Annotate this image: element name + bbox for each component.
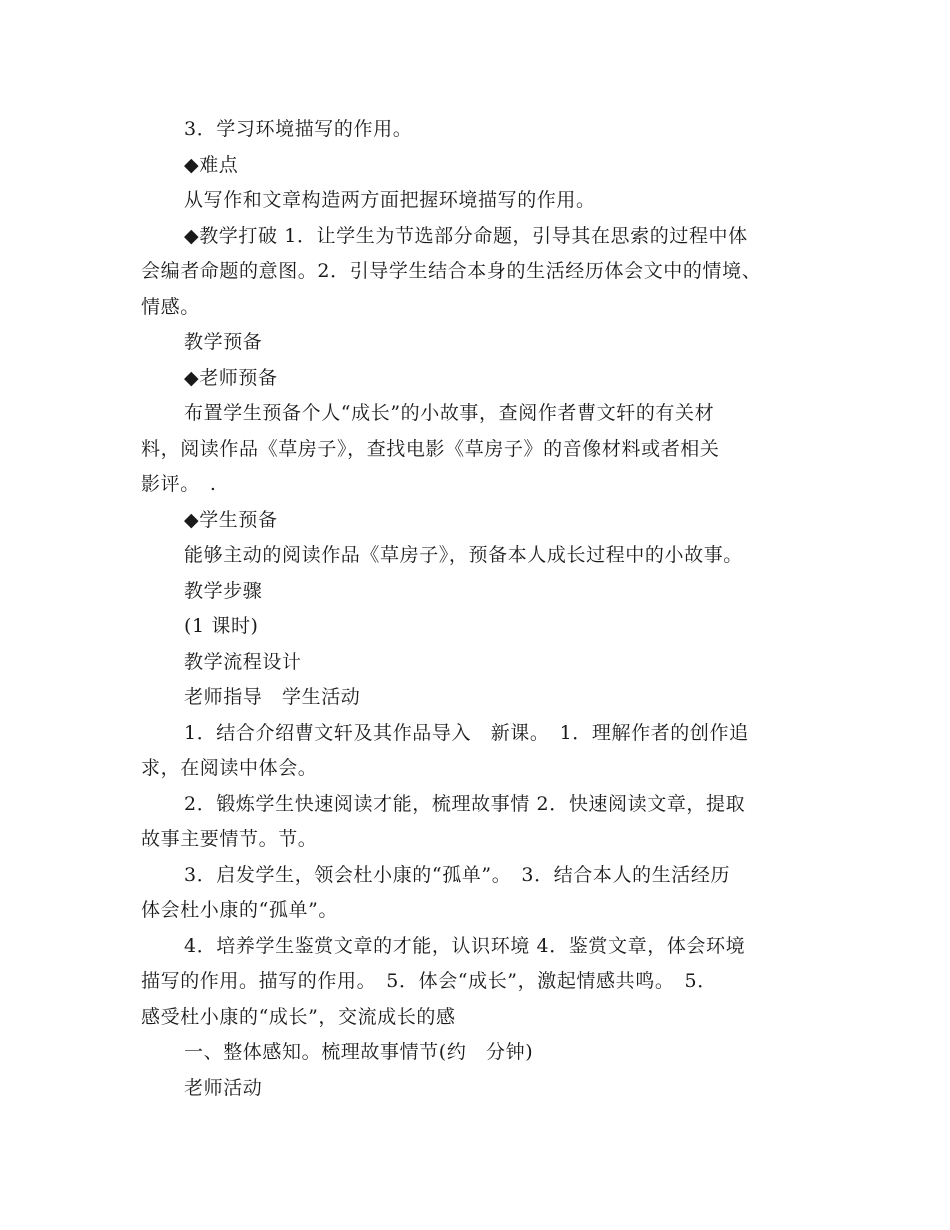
section-heading-teacher-prep: ◆老师预备 [184, 366, 278, 389]
paragraph-line: 老师指导 学生活动 [184, 686, 361, 708]
paragraph-line: 能够主动的阅读作品《草房子》，预备本人成长过程中的小故事。 [184, 544, 743, 566]
section-heading-overview: 一、整体感知。梳理故事情节(约 分钟) [184, 1041, 534, 1063]
paragraph-line: (1 课时) [184, 615, 259, 637]
paragraph-line: 料，阅读作品《草房子》，查找电影《草房子》的音像材料或者相关 [141, 437, 720, 460]
document-body [141, 112, 821, 1106]
paragraph-line: 描写的作用。描写的作用。 5．体会“成长”，激起情感共鸣。 5． [141, 970, 717, 992]
paragraph-line: 从写作和文章构造两方面把握环境描写的作用。 [184, 189, 596, 211]
paragraph-line: 3．启发学生，领会杜小康的“孤单”。 3．结合本人的生活经历 [184, 863, 731, 886]
paragraph-line: ◆教学打破 1．让学生为节选部分命题，引导其在思索的过程中体 [184, 224, 748, 247]
section-heading-student-prep: ◆学生预备 [184, 508, 278, 531]
paragraph-line: 求，在阅读中体会。 [141, 757, 318, 779]
paragraph-line: 3．学习环境描写的作用。 [184, 118, 413, 140]
paragraph-line: 1．结合介绍曹文轩及其作品导入 新课。 1．理解作者的创作追 [184, 721, 749, 744]
section-heading-preparation: 教学预备 [184, 331, 263, 353]
paragraph-line: 布置学生预备个人“成长”的小故事，查阅作者曹文轩的有关材 [184, 402, 715, 424]
paragraph-line: 体会杜小康的“孤单”。 [141, 899, 339, 921]
section-heading-difficulty: ◆难点 [184, 153, 239, 176]
paragraph-line: 感受杜小康的“成长”，交流成长的感 [141, 1005, 456, 1028]
paragraph-line: 4．培养学生鉴赏文章的才能，认识环境 4．鉴赏文章，体会环境 [184, 934, 746, 957]
section-heading-teacher-activity: 老师活动 [184, 1076, 263, 1099]
paragraph-line: 2．锻炼学生快速阅读才能，梳理故事情 2．快速阅读文章，提取 [184, 792, 746, 815]
paragraph-line: 情感。 [141, 295, 200, 318]
paragraph-line: 影评。 . [141, 473, 217, 495]
section-heading-steps: 教学步骤 [184, 579, 263, 602]
section-heading-flow-design: 教学流程设计 [184, 650, 302, 673]
paragraph-line: 故事主要情节。节。 [141, 828, 318, 850]
paragraph-line: 会编者命题的意图。2．引导学生结合本身的生活经历体会文中的情境、 [141, 260, 762, 282]
